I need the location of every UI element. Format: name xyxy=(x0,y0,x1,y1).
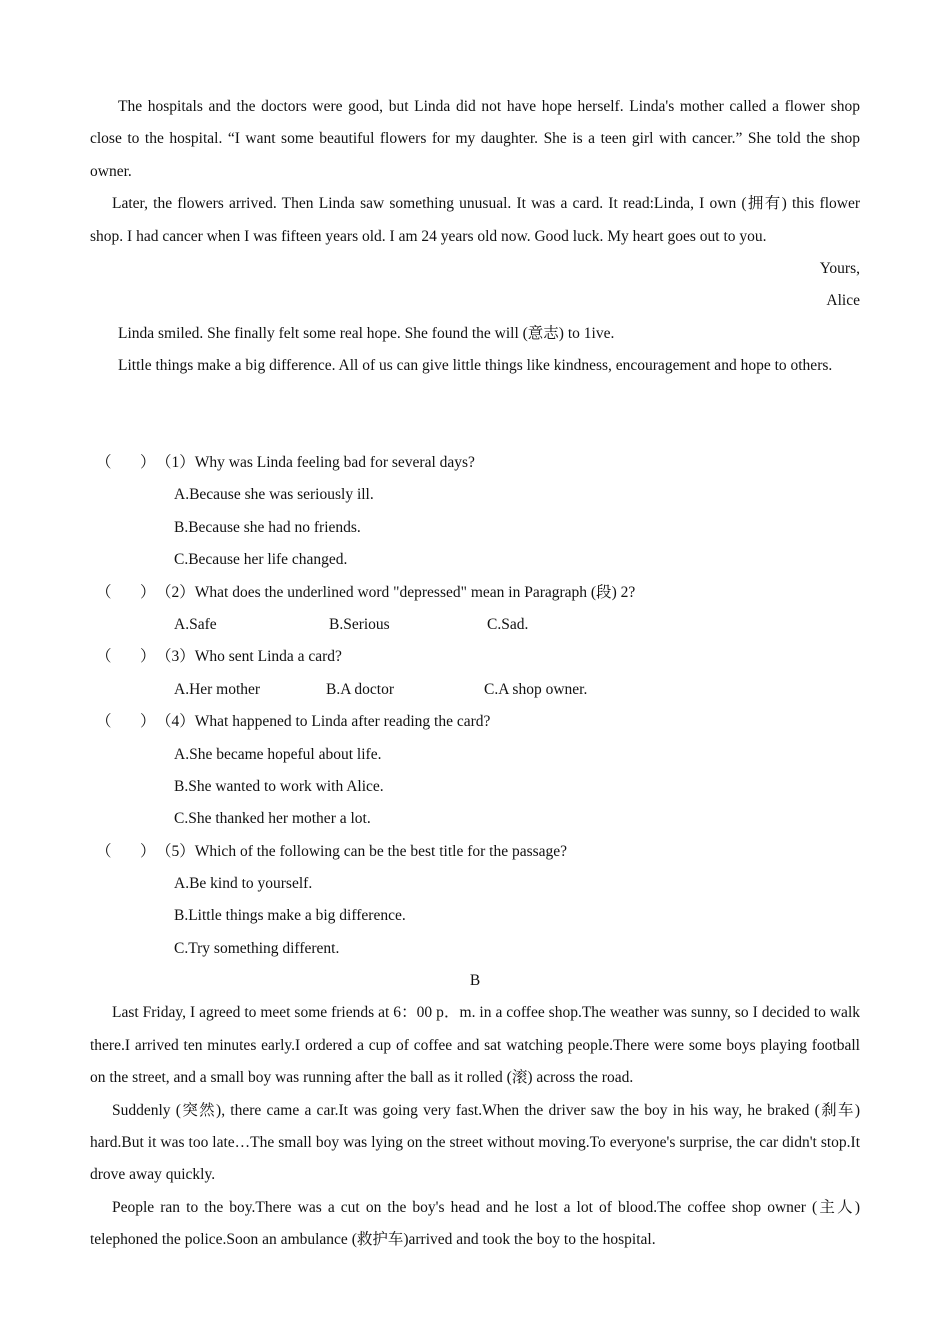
question xyxy=(90,836,860,868)
option: B.A doctor xyxy=(326,680,395,698)
option: A.She became hopeful about life. xyxy=(174,745,382,763)
option: C.A shop owner. xyxy=(484,680,588,698)
answer-blank-close: ） xyxy=(140,842,156,860)
passage-a xyxy=(90,91,860,383)
option: B.Because she had no friends. xyxy=(174,518,361,536)
question xyxy=(90,641,860,673)
option-row xyxy=(90,479,860,511)
letter-closing: Yours, xyxy=(819,260,860,278)
paragraph: The hospitals and the doctors were good, but Linda did not have hope herself. Linda's mother called a flower shop close to the hospital. “I want some beautiful flowers for my daughter. She is a teen girl with cancer.” She told the shop owner. xyxy=(90,98,860,180)
option: A.Because she was seriously ill. xyxy=(174,486,374,504)
paragraph: Linda smiled. She finally felt some real hope. She found the will (意志) to 1ive. xyxy=(118,324,615,342)
question xyxy=(90,447,860,479)
option-row xyxy=(90,739,860,771)
paragraph: Last Friday, I agreed to meet some friends at 6：00 p．m. in a coffee shop.The weather was sunny, so I decided to walk there.I arrived ten minutes early.I ordered a cup of coffee and sat watching people.There were some boys playing football on the street, and a small boy was running after the ball as it rolled (滚) across the road. xyxy=(90,1004,860,1087)
answer-blank-close: ） xyxy=(140,713,156,731)
option-row xyxy=(90,933,860,965)
question xyxy=(90,577,860,609)
option: B.Little things make a big difference. xyxy=(174,907,406,925)
letter-signature: Alice xyxy=(826,292,860,310)
question-text: （3）Who sent Linda a card? xyxy=(156,648,342,666)
option: C.Because her life changed. xyxy=(174,551,348,569)
answer-blank-open: （ xyxy=(96,454,112,471)
option-row xyxy=(90,771,860,803)
section-heading: B xyxy=(469,972,481,989)
option: B.She wanted to work with Alice. xyxy=(174,777,384,795)
answer-blank-open: （ xyxy=(96,713,112,731)
option: B.Serious xyxy=(329,615,390,633)
question xyxy=(90,706,860,738)
answer-blank-close: ） xyxy=(140,454,156,471)
option-row xyxy=(90,900,860,932)
paragraph: Suddenly (突然), there came a car.It was going very fast.When the driver saw the boy in his way, he braked (刹车) hard.But it was too late…The small boy was lying on the street without moving.To everyone's surprise, the car didn't stop.It drove away quickly. xyxy=(90,1101,860,1184)
paragraph: People ran to the boy.There was a cut on the boy's head and he lost a lot of blood.The coffee shop owner (主人) telephoned the police.Soon an ambulance (救护车)arrived and took the boy to the hospital. xyxy=(90,1198,860,1249)
option-row xyxy=(90,512,860,544)
option: A.Her mother xyxy=(174,680,261,698)
question-text: （1）Why was Linda feeling bad for several days? xyxy=(156,454,475,471)
option: A.Safe xyxy=(174,615,217,633)
passage-b xyxy=(90,965,860,1257)
option-row xyxy=(90,803,860,835)
question-text: （5）Which of the following can be the best title for the passage? xyxy=(156,842,568,860)
paragraph: Little things make a big difference. All of us can give little things like kindness, encouragement and hope to others. xyxy=(118,357,833,375)
paragraph: Later, the flowers arrived. Then Linda saw something unusual. It was a card. It read:Linda, I own (拥有) this flower shop. I had cancer when I was fifteen years old. I am 24 years old now. Good luck. My heart goes out to you. xyxy=(90,195,860,245)
question-text: （2）What does the underlined word "depressed" mean in Paragraph (段) 2? xyxy=(156,583,636,601)
answer-blank-open: （ xyxy=(96,583,112,601)
option: C.Sad. xyxy=(487,615,529,633)
question-text: （4）What happened to Linda after reading the card? xyxy=(156,713,491,731)
option: A.Be kind to yourself. xyxy=(174,875,313,893)
question-list xyxy=(90,447,860,965)
option: C.She thanked her mother a lot. xyxy=(174,810,371,828)
answer-blank-close: ） xyxy=(140,648,156,666)
option-row xyxy=(90,544,860,576)
answer-blank-close: ） xyxy=(140,583,156,601)
option: C.Try something different. xyxy=(174,939,340,957)
answer-blank-open: （ xyxy=(96,648,112,666)
option-row xyxy=(90,674,860,706)
option-row xyxy=(90,609,860,641)
option-row xyxy=(90,868,860,900)
answer-blank-open: （ xyxy=(96,842,112,860)
